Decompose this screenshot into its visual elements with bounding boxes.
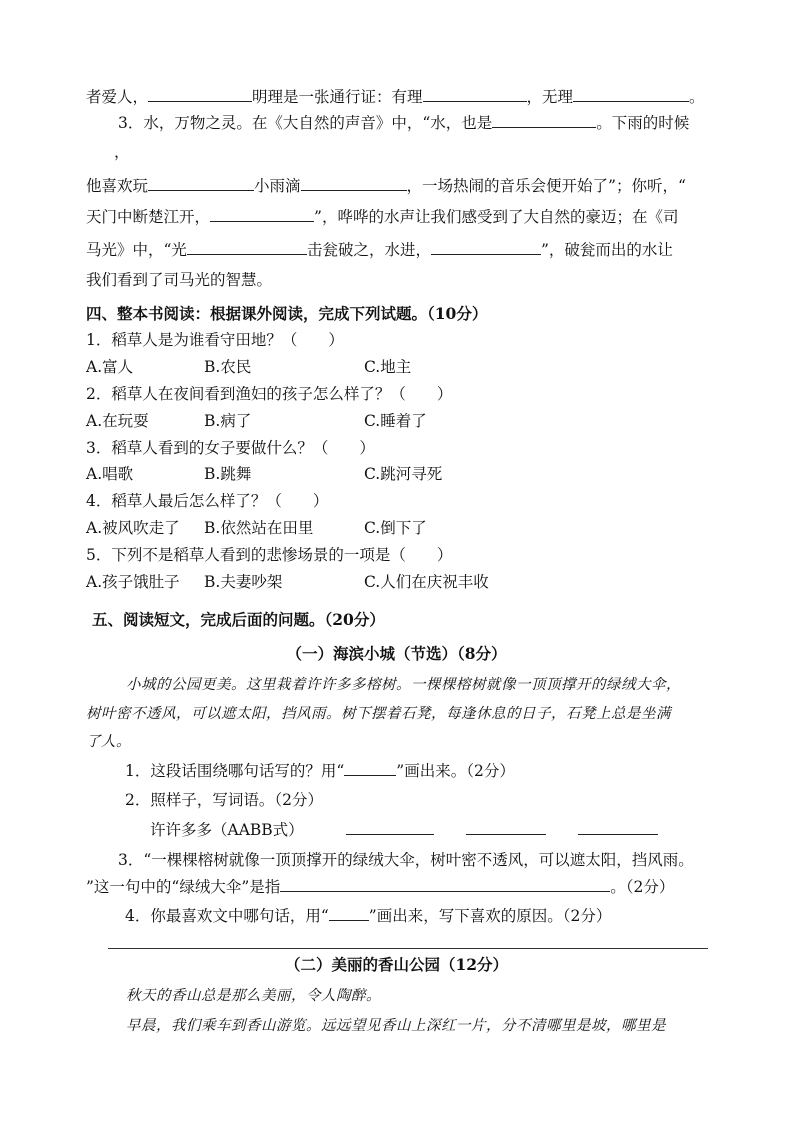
p1-question-4: 4．你最喜欢文中哪句话，用“ ”画出来，写下喜欢的原因。（2分） xyxy=(125,907,612,925)
p1-q2-example: 许许多多（AABB式） xyxy=(150,821,304,839)
answer-blank[interactable] xyxy=(301,176,407,191)
option-c[interactable]: C.地主 xyxy=(364,358,412,376)
option-a[interactable]: A.在玩耍 xyxy=(86,412,149,430)
answer-blank[interactable] xyxy=(466,820,546,835)
passage-1-title: （一）海滨小城（节选）（8分） xyxy=(286,644,507,663)
answer-blank[interactable] xyxy=(578,820,658,835)
section-4-title: 四、整本书阅读：根据课外阅读，完成下列试题。（10分） xyxy=(86,304,488,323)
passage-2-text: 早晨，我们乘车到香山游览。远远望见香山上深红一片，分不清哪里是坡，哪里是 xyxy=(126,1018,666,1034)
fill-line-3: ， xyxy=(114,143,130,161)
answer-blank[interactable] xyxy=(431,240,541,255)
answer-blank[interactable] xyxy=(492,113,596,128)
answer-blank[interactable] xyxy=(573,87,689,102)
option-a[interactable]: A.被风吹走了 xyxy=(86,519,180,537)
passage-2-text: 秋天的香山总是那么美丽，令人陶醉。 xyxy=(126,988,381,1004)
p1-question-3-cont: ”这一句中的“绿绒大伞”是指 。（2分） xyxy=(86,878,675,896)
question-5: 5．下列不是稻草人看到的悲惨场景的一项是（ ） xyxy=(86,546,453,564)
option-b[interactable]: B.夫妻吵架 xyxy=(204,573,283,591)
option-a[interactable]: A.唱歌 xyxy=(86,465,134,483)
fill-line-4: 他喜欢玩 小雨滴 ，一场热闹的音乐会便开始了”；你听，“ xyxy=(86,177,686,195)
divider xyxy=(108,948,708,949)
option-a[interactable]: A.孩子饿肚子 xyxy=(86,573,180,591)
answer-blank[interactable] xyxy=(423,87,527,102)
p1-question-3: 3．“一棵棵榕树就像一顶顶撑开的绿绒大伞，树叶密不透风，可以遮太阳，挡风雨。 xyxy=(118,851,694,869)
option-c[interactable]: C.倒下了 xyxy=(364,519,427,537)
fill-line-5: 天门中断楚江开， ”，哗哗的水声让我们感受到了大自然的豪迈；在《司 xyxy=(86,208,679,226)
passage-2-title: （二）美丽的香山公园（12分） xyxy=(284,955,509,974)
passage-1-text: 树叶密不透风，可以遮太阳，挡风雨。树下摆着石凳，每逢休息的日子，石凳上总是坐满 xyxy=(86,706,671,722)
fill-line-6: 马光》中，“光 击瓮破之，水进， ”，破瓮而出的水让 xyxy=(86,241,673,259)
option-b[interactable]: B.农民 xyxy=(204,358,252,376)
passage-1-text: 了人。 xyxy=(86,734,131,750)
p1-question-2: 2．照样子，写词语。（2分） xyxy=(125,791,323,809)
question-4: 4．稻草人最后怎么样了？（ ） xyxy=(86,492,329,510)
question-3: 3．稻草人看到的女子要做什么？（ ） xyxy=(86,439,375,457)
question-1: 1．稻草人是为谁看守田地？（ ） xyxy=(86,331,344,349)
option-c[interactable]: C.人们在庆祝丰收 xyxy=(364,573,489,591)
fill-line-2: 3．水，万物之灵。在《大自然的声音》中，“水，也是 。下雨的时候 xyxy=(118,114,690,132)
option-a[interactable]: A.富人 xyxy=(86,358,134,376)
option-b[interactable]: B.病了 xyxy=(204,412,252,430)
p1-question-1: 1．这段话围绕哪句话写的？用“ ”画出来。（2分） xyxy=(125,762,515,780)
option-b[interactable]: B.依然站在田里 xyxy=(204,519,314,537)
underline-sample xyxy=(344,761,396,776)
answer-blank[interactable] xyxy=(280,877,610,892)
underline-sample xyxy=(329,906,369,921)
passage-1-text: 小城的公园更美。这里栽着许许多多榕树。一棵棵榕树就像一顶顶撑开的绿绒大伞， xyxy=(126,677,681,693)
answer-blank[interactable] xyxy=(148,176,254,191)
fill-line-1: 者爱人， 明理是一张通行证：有理 ，无理 。 xyxy=(86,88,705,106)
answer-blank[interactable] xyxy=(187,240,307,255)
answer-blank[interactable] xyxy=(210,207,314,222)
option-c[interactable]: C.跳河寻死 xyxy=(364,465,443,483)
answer-blank[interactable] xyxy=(148,87,252,102)
question-2: 2．稻草人在夜间看到渔妇的孩子怎么样了？（ ） xyxy=(86,385,453,403)
answer-blank[interactable] xyxy=(346,820,434,835)
fill-line-7: 我们看到了司马光的智慧。 xyxy=(86,271,273,289)
option-c[interactable]: C.睡着了 xyxy=(364,412,427,430)
option-b[interactable]: B.跳舞 xyxy=(204,465,252,483)
section-5-title: 五、阅读短文，完成后面的问题。（20分） xyxy=(92,610,385,629)
